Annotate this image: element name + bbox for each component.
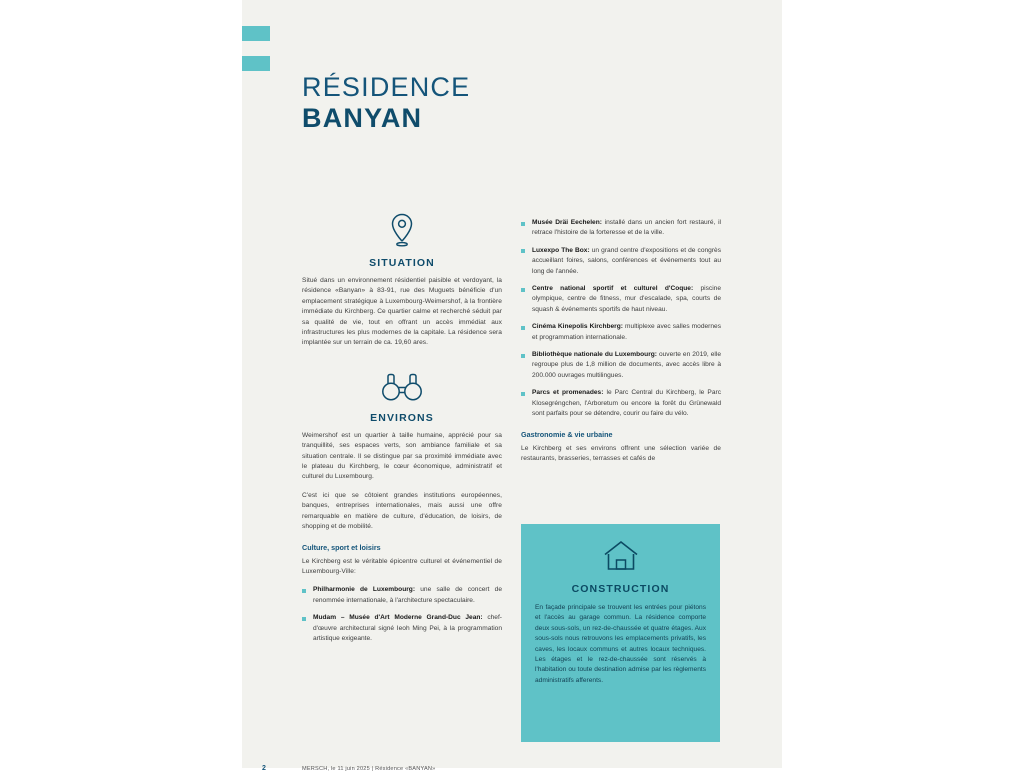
list-item-text: chef-d'œuvre architectural signé Ieoh Ming Pei, à la programmation artistique exigeante.	[313, 614, 502, 642]
list-item	[521, 218, 721, 239]
gastronomie-paragraph: Le Kirchberg et ses environs offrent une sélection variée de restaurants, brasseries, terrasses et cafés de	[521, 444, 721, 462]
footer-text: MERSCH, le 11 juin 2025 | Résidence «BANYAN»	[302, 766, 436, 772]
list-item-text: le Parc Central du Kirchberg, le Parc Klosegréngchen, l'Arboretum ou encore la forêt du Grünewald sont parfaits pour se détendre, courir ou faire du vélo.	[532, 389, 721, 418]
list-item-title: Cinéma Kinepolis Kirchberg:	[532, 323, 623, 331]
list-item-title: Luxexpo The Box:	[532, 246, 590, 254]
culture-intro: Le Kirchberg est le véritable épicentre culturel et événementiel de Luxembourg-Ville:	[302, 557, 502, 575]
environs-paragraph-2: C'est ici que se côtoient grandes institutions européennes, banques, entreprises internationales, mais aussi une offre remarquable en matière de culture, d'éducation, de loisirs, de shopping et de mobilité.	[302, 491, 502, 531]
list-item-text: piscine olympique, centre de fitness, mur d'escalade, spa, courts de squash & événements sportifs de haut niveau.	[532, 285, 721, 313]
right-gutter	[782, 0, 1024, 768]
situation-heading: SITUATION	[369, 257, 435, 269]
list-item	[521, 350, 721, 381]
culture-subheading: Culture, sport et loisirs	[302, 542, 381, 552]
list-item	[521, 322, 721, 343]
accent-block-top	[242, 26, 270, 41]
accent-block-second	[242, 56, 270, 71]
list-item-title: Mudam – Musée d'Art Moderne Grand-Duc Jean:	[313, 614, 483, 622]
list-item-text: une salle de concert de renommée internationale, à l'architecture spectaculaire.	[313, 586, 502, 604]
title-line-one: RÉSIDENCE	[302, 72, 471, 102]
left-gutter	[0, 0, 242, 768]
list-item	[521, 284, 721, 315]
list-item	[521, 246, 721, 277]
list-item-title: Parcs et promenades:	[532, 389, 604, 397]
binoculars-icon	[302, 371, 502, 408]
list-item-text: installé dans un ancien fort restauré, il retrace l'histoire de la forteresse et de la ville.	[532, 219, 722, 237]
list-item-text: un grand centre d'expositions et de congrès accueillant foires, salons, conférences et événements tout au long de l'année.	[532, 246, 721, 275]
list-item-title: Bibliothèque nationale du Luxembourg:	[532, 351, 657, 359]
construction-panel	[521, 524, 720, 742]
page-number: 2	[262, 765, 266, 772]
list-item-title: Musée Dräi Eechelen:	[532, 219, 602, 226]
list-item-title: Centre national sportif et culturel d'Coque:	[532, 285, 694, 293]
list-item	[302, 613, 502, 644]
list-item-title: Philharmonie de Luxembourg:	[313, 586, 416, 594]
environs-heading: ENVIRONS	[370, 411, 434, 424]
page-title	[302, 72, 470, 134]
left-column	[302, 212, 502, 651]
construction-paragraph: En façade principale se trouvent les entrées pour piétons et l'accès au garage commun. La résidence comporte deux sous-sols, un rez-de-chaussée et quatre étages. Aux sous-sols nous retrouvons les emplacements privatifs, les caves, les locaux communs et autres locaux techniques. Les étages et le rez-de-chaussée sont réservés à l'habitation ou toute destination admise par les règlements administratifs afferents.	[535, 604, 706, 684]
construction-heading: CONSTRUCTION	[571, 583, 670, 595]
list-item-text: ouverte en 2019, elle regroupe plus de 1,8 million de documents, avec accès libre à 200.000 ouvrages multilingues.	[532, 351, 721, 379]
situation-paragraph: Situé dans un environnement résidentiel paisible et verdoyant, la résidence «Banyan» à 83-91, rue des Muguets bénéficie d'un emplacement stratégique à Luxembourg-Weimershof, à la frontière immédiate du Kirchberg. Ce quartier calme et recherché séduit par sa qualité de vie, tout en offrant un accès immédiat aux infrastructures les plus modernes de la capitale. La résidence sera implantée sur un terrain de ca. 19,60 ares.	[302, 277, 502, 347]
gastronomie-subheading: Gastronomie & vie urbaine	[521, 429, 613, 439]
environs-paragraph-1: Weimershof est un quartier à taille humaine, apprécié pour sa tranquillité, ses espaces verts, son ambiance familiale et sa situation centrale. Il se distingue par sa proximité immédiate avec le plateau du Kirchberg, le cœur économique, administratif et culturel du Luxembourg.	[302, 431, 502, 481]
house-icon	[535, 538, 706, 579]
list-item-text: multiplexe avec salles modernes et programmation internationale.	[532, 323, 722, 341]
amenities-list	[521, 218, 721, 420]
title-line-two: BANYAN	[302, 103, 423, 133]
location-pin-icon	[302, 212, 502, 253]
list-item	[302, 585, 502, 606]
list-item	[521, 388, 721, 419]
right-column	[521, 218, 721, 472]
culture-list	[302, 585, 502, 644]
